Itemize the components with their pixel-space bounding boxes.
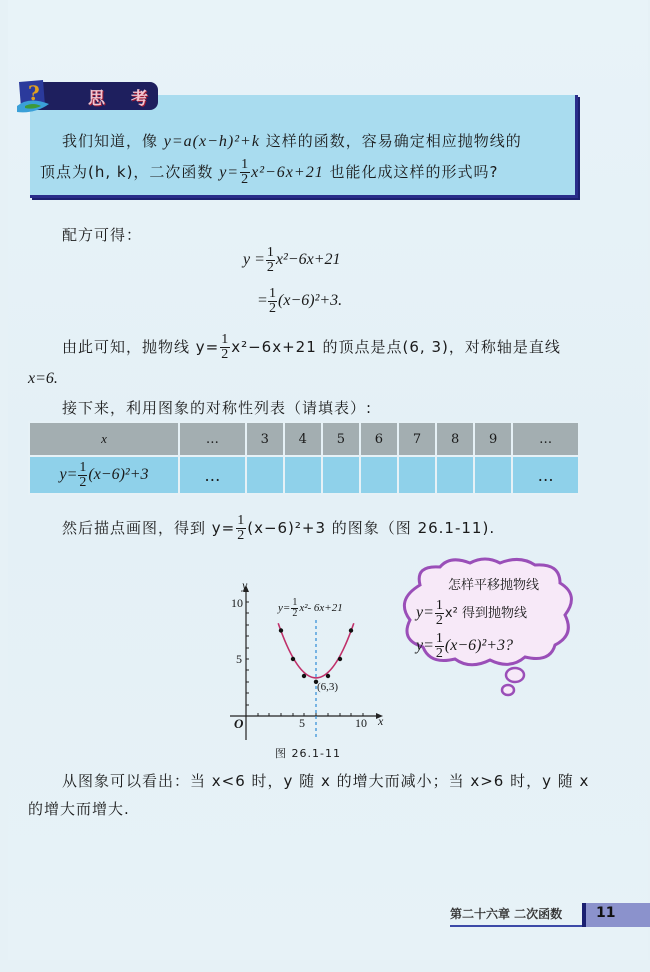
observation-line-2: 的增大而增大. [28,800,130,818]
equation-2 [258,287,342,316]
y-tick-5: 5 [236,652,242,666]
x-cell: 3 [246,422,284,456]
text: (x−6)²+3? [444,637,514,654]
header-cell-x: x [29,422,179,456]
denominator: 2 [435,613,443,628]
text: x²−6x+21 的顶点是点(6, 3)，对称轴是直线 [231,338,561,356]
y-cell[interactable] [322,456,360,494]
table-header-row [29,422,579,456]
text: (x−6)²+3 [88,465,149,483]
svg-text:?: ? [28,81,40,105]
value-table [28,421,580,495]
cloud-line-2 [416,599,527,628]
y-cell[interactable]: … [512,456,579,494]
fraction [435,599,444,628]
text: 然后描点画图，得到 y= [62,519,236,537]
numerator: 1 [435,631,443,646]
x-tick-10: 10 [355,716,367,730]
row-label-cell [29,456,179,494]
text: 这样的函数，容易确定相应抛物线的 [259,132,522,150]
cloud-line-1: 怎样平移抛物线 [448,578,540,593]
x-cell: … [512,422,579,456]
figure-caption: 图 26.1-11 [275,747,341,760]
question-flag-icon [15,76,55,116]
rhs: x²−6x+21 [275,251,341,269]
x-cell: 9 [474,422,512,456]
fraction [268,287,277,316]
y-cell[interactable] [474,456,512,494]
fraction [220,333,230,362]
x-cell: 6 [360,422,398,456]
text: y= [416,637,434,654]
equation-1 [243,246,341,275]
denominator: 2 [241,172,250,187]
text: 也能化成这样的形式吗? [323,163,499,181]
text: y= [59,465,78,483]
text: y= [278,602,291,615]
rhs: (x−6)²+3. [278,292,343,310]
text: y= [416,604,434,621]
think-title: 思 考 [88,89,158,109]
x-axis-label: x [378,714,384,728]
text: 我们知道，像 [62,132,164,150]
denominator: 2 [292,608,298,619]
x-cell: 8 [436,422,474,456]
fraction [78,461,87,490]
denominator: 2 [269,301,277,316]
plot-intro [62,514,495,543]
y-cell[interactable] [246,456,284,494]
table-y-row [29,456,579,494]
footer-underline [450,925,582,927]
y-cell[interactable] [436,456,474,494]
text: 顶点为(h, k)，二次函数 [40,163,220,181]
completing-square-intro: 配方可得： [62,226,143,244]
x-cell: 4 [284,422,322,456]
text: x² 得到抛物线 [444,606,527,621]
text: 由此可知，抛物线 y= [62,338,220,356]
fraction [266,246,275,275]
numerator: 1 [237,513,246,528]
denominator: 2 [79,474,87,490]
y-axis-label: y [242,578,248,592]
formula: y=a(x−h)²+k [163,133,260,150]
text: x²- 6x+21 [299,602,343,615]
denominator: 2 [221,347,230,362]
numerator: 1 [292,597,298,608]
numerator: 1 [221,332,230,347]
numerator: 1 [269,286,277,301]
numerator: 1 [241,157,250,172]
conclusion-line-2: x=6. [28,370,58,387]
lhs: y = [243,251,265,269]
fraction [435,632,444,661]
table-intro: 接下来，利用图象的对称性列表（请填表）: [62,399,373,417]
cloud-line-3 [416,632,513,661]
think-line-2 [40,158,498,187]
y-cell[interactable] [398,456,436,494]
y-tick-10: 10 [231,596,243,610]
numerator: 1 [435,598,443,613]
x-cell: 7 [398,422,436,456]
fraction [236,514,246,543]
think-line-1 [62,130,522,151]
text: (x−6)²+3 的图象（图 26.1-11). [247,519,496,537]
x-tick-5: 5 [299,716,305,730]
formula: y= [219,164,240,181]
page-number: 11 [596,905,616,921]
y-cell[interactable]: … [179,456,246,494]
numerator: 1 [79,459,87,475]
fraction [291,598,298,619]
y-cell[interactable] [360,456,398,494]
lhs: = [258,292,268,310]
numerator: 1 [266,245,274,260]
curve-label [278,598,343,619]
denominator: 2 [237,528,246,543]
denominator: 2 [266,260,274,275]
x-cell: … [179,422,246,456]
y-cell[interactable] [284,456,322,494]
formula: x²−6x+21 [251,164,324,181]
fraction [240,158,250,187]
origin-label: O [234,716,244,731]
conclusion-line-1 [62,333,561,362]
denominator: 2 [435,646,443,661]
x-cell: 5 [322,422,360,456]
vertex-label: (6,3) [317,681,339,693]
observation-line-1: 从图象可以看出：当 x<6 时，y 随 x 的增大而减小；当 x>6 时，y 随 x [62,772,590,790]
footer-chapter: 第二十六章 二次函数 [450,907,563,921]
